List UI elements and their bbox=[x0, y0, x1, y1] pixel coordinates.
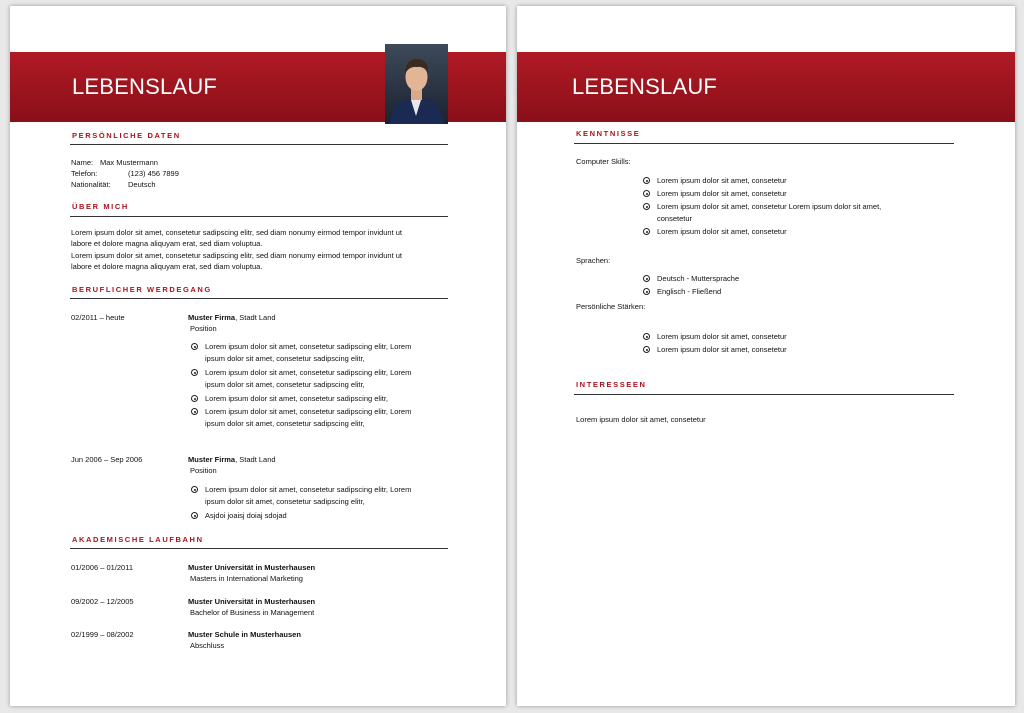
education-school: Muster Schule in Musterhausen bbox=[188, 630, 301, 639]
list-item: Lorem ipsum dolor sit amet, consetetur bbox=[643, 226, 933, 238]
section-divider bbox=[574, 143, 954, 144]
section-heading-personal: PERSÖNLICHE DATEN bbox=[72, 131, 181, 140]
list-item: Englisch - Fließend bbox=[643, 286, 933, 298]
strengths-label: Persönliche Stärken: bbox=[576, 302, 646, 311]
job-company: Muster Firma bbox=[188, 455, 236, 464]
section-heading-skills: KENNTNISSE bbox=[576, 129, 641, 138]
circled-dot-icon bbox=[191, 395, 198, 402]
list-item: Deutsch - Muttersprache bbox=[643, 273, 933, 285]
job-employer bbox=[188, 454, 276, 465]
resume-page-1 bbox=[10, 6, 506, 706]
job-date: Jun 2006 – Sep 2006 bbox=[71, 455, 143, 464]
circled-dot-icon bbox=[643, 346, 650, 353]
circled-dot-icon bbox=[191, 512, 198, 519]
nationality-label: Nationalität: bbox=[71, 180, 111, 189]
page-title: LEBENSLAUF bbox=[572, 74, 718, 99]
job-company: Muster Firma bbox=[188, 313, 236, 322]
job-position: Position bbox=[190, 324, 217, 333]
job-date: 02/2011 – heute bbox=[71, 313, 125, 322]
education-school: Muster Universität in Musterhausen bbox=[188, 597, 316, 606]
list-item: Lorem ipsum dolor sit amet, consetetur sadipscing elitr, Lorem ipsum dolor sit amet, consetetur sadipscing elitr, bbox=[191, 484, 451, 507]
computer-skills-label: Computer Skills: bbox=[576, 157, 631, 166]
phone-value: (123) 456 7899 bbox=[128, 169, 179, 178]
circled-dot-icon bbox=[643, 228, 650, 235]
section-heading-about: ÜBER MICH bbox=[72, 202, 129, 211]
job-location: , Stadt Land bbox=[235, 313, 276, 322]
interests-text: Lorem ipsum dolor sit amet, consetetur bbox=[576, 415, 706, 424]
education-degree: Abschluss bbox=[190, 641, 225, 650]
list-item: Lorem ipsum dolor sit amet, consetetur bbox=[643, 344, 933, 356]
circled-dot-icon bbox=[643, 288, 650, 295]
list-item: Lorem ipsum dolor sit amet, consetetur bbox=[643, 331, 933, 343]
job-location: , Stadt Land bbox=[235, 455, 276, 464]
section-divider bbox=[574, 394, 954, 395]
section-divider bbox=[70, 298, 448, 299]
list-item: Lorem ipsum dolor sit amet, consetetur bbox=[643, 188, 933, 200]
about-line: Lorem ipsum dolor sit amet, consetetur sadipscing elitr, sed diam nonumy eirmod tempor invidunt ut bbox=[71, 251, 402, 260]
circled-dot-icon bbox=[643, 275, 650, 282]
education-degree: Bachelor of Business in Management bbox=[190, 608, 315, 617]
circled-dot-icon bbox=[643, 190, 650, 197]
list-item: Lorem ipsum dolor sit amet, consetetur bbox=[643, 175, 933, 187]
list-item: Lorem ipsum dolor sit amet, consetetur sadipscing elitr, Lorem ipsum dolor sit amet, consetetur sadipscing elitr, bbox=[191, 341, 451, 364]
section-heading-interests: INTERESSEEN bbox=[576, 380, 647, 389]
about-line: labore et dolore magna aliquyam erat, sed diam voluptua. bbox=[71, 239, 263, 248]
list-item: Lorem ipsum dolor sit amet, consetetur sadipscing elitr, Lorem ipsum dolor sit amet, consetetur sadipscing elitr, bbox=[191, 367, 451, 390]
phone-label: Telefon: bbox=[71, 169, 98, 178]
list-item: Asjdoi joaisj doiaj sdojad bbox=[191, 510, 451, 522]
list-item: Lorem ipsum dolor sit amet, consetetur sadipscing elitr, bbox=[191, 393, 451, 405]
section-divider bbox=[70, 548, 448, 549]
job-position: Position bbox=[190, 466, 217, 475]
list-item: Lorem ipsum dolor sit amet, consetetur sadipscing elitr, Lorem ipsum dolor sit amet, consetetur sadipscing elitr, bbox=[191, 406, 451, 429]
education-date: 01/2006 – 01/2011 bbox=[71, 563, 134, 572]
education-date: 02/1999 – 08/2002 bbox=[71, 630, 134, 639]
list-item: Lorem ipsum dolor sit amet, consetetur Lorem ipsum dolor sit amet, consetetur bbox=[643, 201, 933, 224]
circled-dot-icon bbox=[191, 369, 198, 376]
job-employer bbox=[188, 312, 276, 323]
languages-label: Sprachen: bbox=[576, 256, 611, 265]
name-label: Name: bbox=[71, 158, 94, 167]
name-value: Max Mustermann bbox=[100, 158, 158, 167]
nationality-value: Deutsch bbox=[128, 180, 156, 189]
section-divider bbox=[70, 144, 448, 145]
circled-dot-icon bbox=[191, 343, 198, 350]
section-divider bbox=[70, 216, 448, 217]
resume-page-2 bbox=[517, 6, 1015, 706]
education-degree: Masters in International Marketing bbox=[190, 574, 303, 583]
section-heading-education: AKADEMISCHE LAUFBAHN bbox=[72, 535, 204, 544]
about-line: Lorem ipsum dolor sit amet, consetetur sadipscing elitr, sed diam nonumy eirmod tempor invidunt ut bbox=[71, 228, 402, 237]
education-school: Muster Universität in Musterhausen bbox=[188, 563, 316, 572]
circled-dot-icon bbox=[643, 203, 650, 210]
about-line: labore et dolore magna aliquyam erat, sed diam voluptua. bbox=[71, 262, 263, 271]
circled-dot-icon bbox=[643, 177, 650, 184]
page-title: LEBENSLAUF bbox=[72, 74, 218, 99]
portrait-photo bbox=[385, 44, 448, 124]
education-date: 09/2002 – 12/2005 bbox=[71, 597, 134, 606]
circled-dot-icon bbox=[643, 333, 650, 340]
circled-dot-icon bbox=[191, 408, 198, 415]
circled-dot-icon bbox=[191, 486, 198, 493]
section-heading-career: BERUFLICHER WERDEGANG bbox=[72, 285, 212, 294]
profile-photo bbox=[385, 44, 448, 124]
